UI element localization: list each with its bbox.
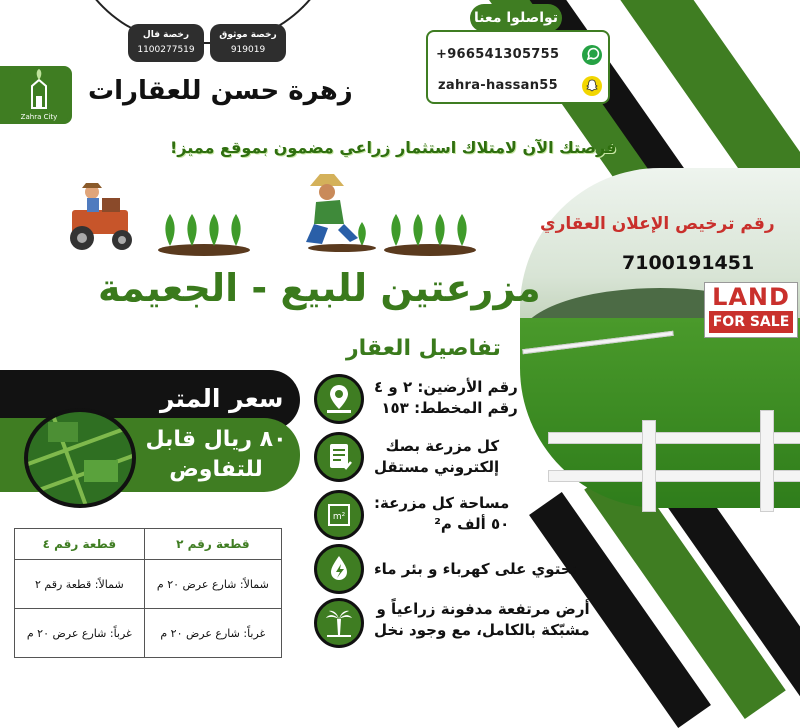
detail-land	[374, 599, 590, 641]
license-number: 919019	[230, 45, 266, 55]
ad-license-number: 7100191451	[622, 252, 755, 274]
ad-license-label: رقم ترخيص الإعلان العقاري	[540, 214, 775, 234]
whatsapp-icon	[582, 45, 602, 65]
farmer-planting-illustration	[292, 172, 378, 252]
details-heading: تفاصيل العقار	[346, 336, 501, 361]
plots-table	[14, 528, 282, 658]
detail-line: تحتوي على كهرباء و بئر ماء	[374, 560, 578, 578]
table-header-row	[15, 529, 282, 560]
company-logo	[10, 68, 68, 124]
seedlings-illustration	[384, 206, 476, 256]
fence-post	[760, 410, 774, 512]
area-icon-text: m²	[332, 512, 346, 522]
snapchat-icon	[582, 76, 602, 96]
table-cell: غرباً: شارع عرض ٢٠ م	[144, 609, 281, 658]
sign-line1: LAND	[712, 283, 790, 311]
detail-utilities	[374, 559, 577, 580]
detail-line: رقم الأرضين: ٢ و ٤	[374, 378, 518, 396]
main-title: مزرعتين للبيع - الجعيمة	[98, 266, 541, 310]
table-cell: شمالاً: قطعة رقم ٢	[15, 560, 145, 609]
license-title: رخصة موثوق	[219, 30, 277, 40]
detail-deed	[374, 436, 499, 478]
detail-line: مشبّكة بالكامل، مع وجود نخل	[374, 621, 590, 639]
company-name: زهرة حسن للعقارات	[88, 76, 353, 106]
utilities-icon	[314, 544, 364, 594]
tagline: فرصتك الآن لامتلاك استثمار زراعي مضمون بموقع مميز!	[170, 138, 617, 157]
table-cell: شمالاً: شارع عرض ٢٠ م	[144, 560, 281, 609]
map-pin-icon	[314, 374, 364, 424]
detail-line: كل مزرعة بصك	[385, 437, 500, 455]
aerial-farm-photo	[24, 408, 136, 508]
contact-title: تواصلوا معنا	[470, 4, 562, 32]
license-number: 1100277519	[137, 45, 195, 55]
snapchat-handle[interactable]: zahra-hassan55	[438, 78, 558, 93]
sign-line2: FOR SALE	[709, 311, 793, 333]
price-value-line2: للتفاوض	[169, 457, 263, 482]
logo-caption: Zahra City	[20, 113, 58, 121]
detail-line: إلكتروني مستقل	[374, 458, 500, 476]
phone-number[interactable]: +966541305755	[436, 47, 560, 62]
detail-plot-numbers	[374, 377, 518, 419]
detail-line: مساحة كل مزرعة:	[374, 494, 510, 512]
fal-license-badge	[128, 24, 204, 62]
document-icon	[314, 432, 364, 482]
price-value-line1: ٨٠ ريال قابل	[145, 427, 287, 452]
land-for-sale-sign	[704, 282, 798, 338]
area-icon	[314, 490, 364, 540]
detail-line: ٥٠ ألف م²	[434, 515, 510, 533]
farmer-tractor-illustration	[62, 178, 152, 254]
detail-area	[374, 493, 509, 535]
seedlings-illustration	[158, 206, 250, 256]
price-heading: سعر المتر	[160, 384, 284, 413]
table-header: قطعة رقم ٤	[15, 529, 145, 560]
fence-post	[642, 420, 656, 512]
table-row	[15, 560, 282, 609]
price-value	[136, 425, 296, 485]
detail-line: أرض مرتفعة مدفونة زراعياً و	[376, 600, 590, 618]
table-cell: غرباً: شارع عرض ٢٠ م	[15, 609, 145, 658]
license-title: رخصة فال	[142, 30, 190, 40]
table-header: قطعة رقم ٢	[144, 529, 281, 560]
palm-tree-icon	[314, 598, 364, 648]
detail-line: رقم المخطط: ١٥٣	[381, 399, 518, 417]
table-row	[15, 609, 282, 658]
mowthooq-license-badge	[210, 24, 286, 62]
